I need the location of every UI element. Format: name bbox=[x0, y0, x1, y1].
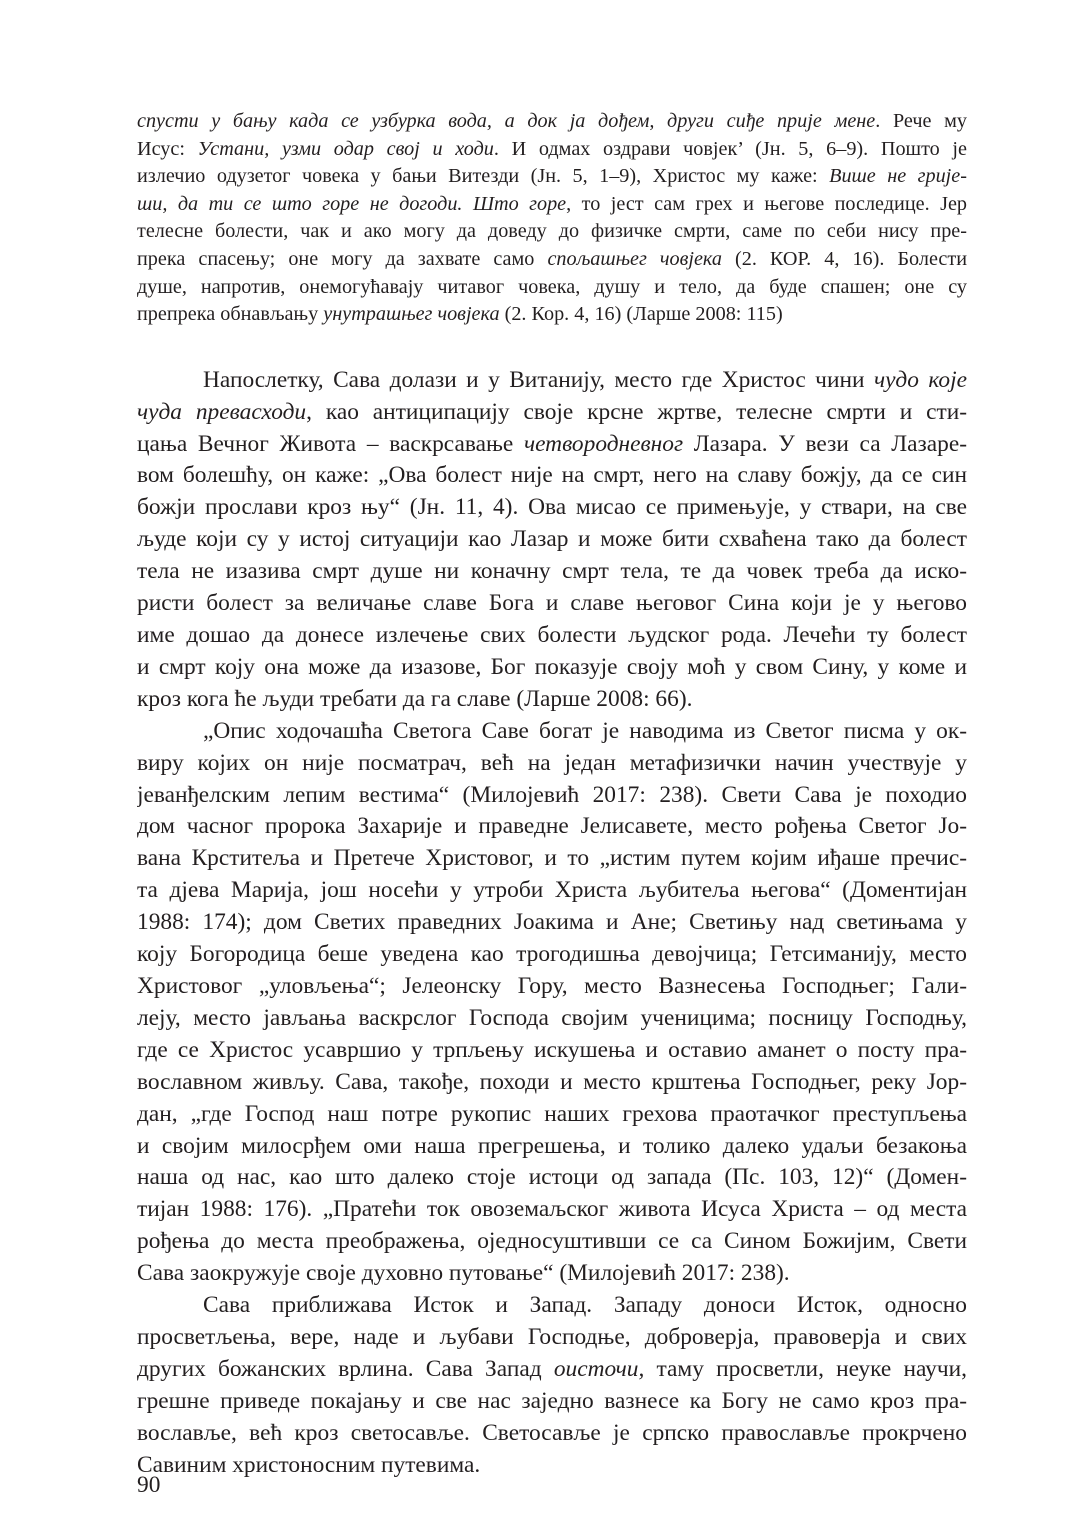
text-run: вославном живљу. Сава, такође, походи и место крштења Господњег, реку Јор- bbox=[137, 1068, 967, 1095]
text-run: и смрт коју она може да изазове, Бог показује своју моћ у свом Сину, у коме и bbox=[137, 653, 967, 680]
text-run: вана Крститеља и Претече Христовог, и то „истим путем којим иђаше пречис- bbox=[137, 845, 967, 872]
text-line bbox=[137, 108, 967, 136]
text-line bbox=[137, 780, 967, 812]
text-run: Напослетку, Сава долази и у Витанију, место где Христос чини bbox=[203, 366, 874, 393]
text-run: људе који су у истој ситуацији као Лазар и може бити схваћена тако да болест bbox=[137, 526, 967, 553]
italic-text-run: спусти у бању када се узбурка вода, а док ја дођем, други сиђе прије мене bbox=[137, 110, 876, 132]
text-line bbox=[137, 218, 967, 246]
text-run: цања Вечног Живота – васкрсавање bbox=[137, 430, 524, 457]
page-content bbox=[137, 108, 967, 1481]
text-run: (2. Кор. 4, 16) (Ларше 2008: 115) bbox=[499, 303, 783, 326]
page-number: 90 bbox=[137, 1472, 161, 1498]
text-run: где се Христос усавршио у трпљењу искушења и оставио аманет о посту пра- bbox=[137, 1036, 967, 1063]
text-run: , то јест сам грех и његове последице. Јер bbox=[566, 192, 967, 215]
paragraph bbox=[137, 365, 967, 716]
text-run: леју, место јављања васкрслог Господа својим ученицима; посницу Господњу, bbox=[137, 1004, 967, 1031]
italic-text-run: спољашњег човјека bbox=[547, 247, 722, 270]
text-run: вославље, већ кроз светосавље. Светосавље је српско православље прокрчено bbox=[137, 1419, 967, 1446]
text-run: таму просветли, неуке научи, bbox=[644, 1355, 967, 1382]
text-run: име дошао да донесе излечење свих болести људског рода. Лечећи ту болест bbox=[137, 622, 967, 648]
text-line bbox=[137, 524, 967, 556]
text-line bbox=[137, 811, 967, 843]
italic-text-run: чудо које bbox=[873, 366, 967, 393]
quote-block bbox=[137, 108, 967, 329]
text-run: других божанских врлина. Сава Запад bbox=[137, 1355, 554, 1382]
text-line bbox=[137, 163, 967, 191]
text-line bbox=[137, 301, 967, 329]
text-line bbox=[137, 1194, 967, 1226]
text-line bbox=[137, 1131, 967, 1163]
italic-text-run: оисточи, bbox=[553, 1355, 645, 1382]
text-line bbox=[137, 588, 967, 620]
text-run: грешне приведе покајању и све нас заједно вазнесе ка Богу не само кроз пра- bbox=[137, 1387, 967, 1414]
italic-text-run: Устани, узми одар свој и ходи bbox=[197, 137, 494, 160]
text-line bbox=[137, 1162, 967, 1194]
text-line bbox=[137, 843, 967, 875]
text-line bbox=[137, 1354, 967, 1386]
text-line bbox=[137, 1290, 967, 1322]
text-run: дом часног пророка Захарије и праведне Јелисавете, место рођења Светог Јо- bbox=[137, 813, 967, 840]
text-run: Сава заокружује своје духовно путовање“ (Милојевић 2017: 238). bbox=[137, 1260, 790, 1287]
text-line bbox=[137, 397, 967, 429]
text-line bbox=[137, 748, 967, 780]
text-run: божји прослави кроз њу“ (Јн. 11, 4). Ова мисао се примењује, у ствари, на све bbox=[137, 494, 967, 521]
text-run: , као антиципацију своје крсне жртве, телесне смрти и сти- bbox=[306, 398, 967, 425]
italic-text-run: четвородневног bbox=[523, 430, 684, 457]
text-run: наша од нас, као што далеко стоје истоци од запада (Пс. 103, 12)“ (Домен- bbox=[137, 1164, 967, 1191]
text-run: Христовог „уловљења“; Јелеонску Гору, место Вазнесења Господњег; Гали- bbox=[137, 972, 967, 999]
text-line bbox=[137, 460, 967, 492]
text-line bbox=[137, 492, 967, 524]
text-line bbox=[137, 716, 967, 748]
text-line bbox=[137, 1099, 967, 1131]
text-line bbox=[137, 620, 967, 652]
text-run: излечио одузетог човека у бањи Витезди (Јн. 5, 1–9), Христос му каже: bbox=[137, 165, 830, 188]
text-run: телесне болести, чак и ако могу да доведу до физичке смрти, саме по себи нису пре- bbox=[137, 220, 967, 243]
text-run: Сава приближава Исток и Запад. Западу доноси Исток, односно bbox=[203, 1292, 967, 1319]
text-line bbox=[137, 971, 967, 1003]
text-run: дан, „где Господ наш потре рукопис наших грехова праотачког преступљења bbox=[137, 1100, 967, 1127]
text-run: 1988: 174); дом Светих праведних Јоакима и Ане; Светињу над светињама у bbox=[137, 909, 967, 936]
text-run: Исус: bbox=[137, 137, 198, 160]
text-line bbox=[137, 1035, 967, 1067]
text-run: јеванђелским лепим вестима“ (Милојевић 2017: 238). Свети Сава је походио bbox=[137, 781, 967, 808]
text-run: „Опис ходочашћа Светога Саве богат је наводима из Светог писма у ок- bbox=[203, 717, 967, 744]
text-line bbox=[137, 365, 967, 397]
text-run: (2. КОР. 4, 16). Болести bbox=[721, 247, 967, 270]
text-run: препрека обнављању bbox=[137, 303, 324, 326]
text-run: кроз кога ће људи требати да га славе (Ларше 2008: 66). bbox=[137, 685, 693, 712]
text-run: коју Богородица беше уведена као трогодишња девојчица; Гетсиманију, место bbox=[137, 941, 967, 968]
text-run: ристи болест за величање славе Бога и славе његовог Сина који је у његово bbox=[137, 590, 967, 617]
paragraph bbox=[137, 716, 967, 1290]
text-line bbox=[137, 684, 967, 716]
text-run: прека спасењу; оне могу да захвате само bbox=[137, 247, 548, 270]
text-line bbox=[137, 429, 967, 461]
text-line bbox=[137, 1418, 967, 1450]
text-line bbox=[137, 1067, 967, 1099]
text-line bbox=[137, 1450, 967, 1482]
text-run: виру којих он није посматрач, већ на један метафизички начин учествује у bbox=[137, 749, 967, 776]
italic-text-run: Више не грије- bbox=[829, 165, 967, 188]
text-run: просветљења, вере, наде и љубави Господње, доброверја, правоверја и свих bbox=[137, 1323, 967, 1350]
text-line bbox=[137, 875, 967, 907]
text-run: вом болешћу, он каже: „Ова болест није на смрт, него на славу божју, да се син bbox=[137, 462, 967, 489]
text-line bbox=[137, 556, 967, 588]
text-run: Савиним христоносним путевима. bbox=[137, 1451, 481, 1478]
text-run: та дјева Марија, још носећи у утроби Христа љубитеља његова“ (Доментијан bbox=[137, 877, 967, 904]
text-line bbox=[137, 274, 967, 302]
text-line bbox=[137, 1258, 967, 1290]
text-line bbox=[137, 1322, 967, 1354]
text-run: . И одмах оздрави човјек’ (Јн. 5, 6–9). Пошто је bbox=[493, 137, 967, 160]
italic-text-run: унутрашњег човјека bbox=[323, 303, 500, 326]
text-line bbox=[137, 246, 967, 274]
italic-text-run: чуда превасходи bbox=[137, 398, 307, 425]
text-line bbox=[137, 1226, 967, 1258]
text-line bbox=[137, 1003, 967, 1035]
text-line bbox=[137, 136, 967, 164]
text-run: . Рече му bbox=[875, 110, 967, 132]
text-line bbox=[137, 652, 967, 684]
text-line bbox=[137, 191, 967, 219]
body-text bbox=[137, 365, 967, 1482]
text-line bbox=[137, 939, 967, 971]
text-run: рођења до места преображења, оједносуштивши се са Сином Божијим, Свети bbox=[137, 1228, 967, 1255]
italic-text-run: ши, да ти се што горе не догоди. Што горе bbox=[137, 192, 567, 215]
text-line bbox=[137, 1386, 967, 1418]
text-run: душе, напротив, онемогућавају читавог човека, душу и тело, да буде спашен; оне су bbox=[137, 275, 967, 298]
text-run: и својим милосрђем оми наша прегрешења, и толико далеко удаљи безакоња bbox=[137, 1132, 967, 1159]
text-run: Лазара. У вези са Лазаре- bbox=[683, 430, 967, 457]
text-line bbox=[137, 907, 967, 939]
paragraph bbox=[137, 1290, 967, 1481]
text-run: тела не изазива смрт душе ни коначну смрт тела, те да човек треба да иско- bbox=[137, 558, 967, 585]
text-run: тијан 1988: 176). „Пратећи ток овоземаљског живота Исуса Христа – од места bbox=[137, 1196, 967, 1223]
